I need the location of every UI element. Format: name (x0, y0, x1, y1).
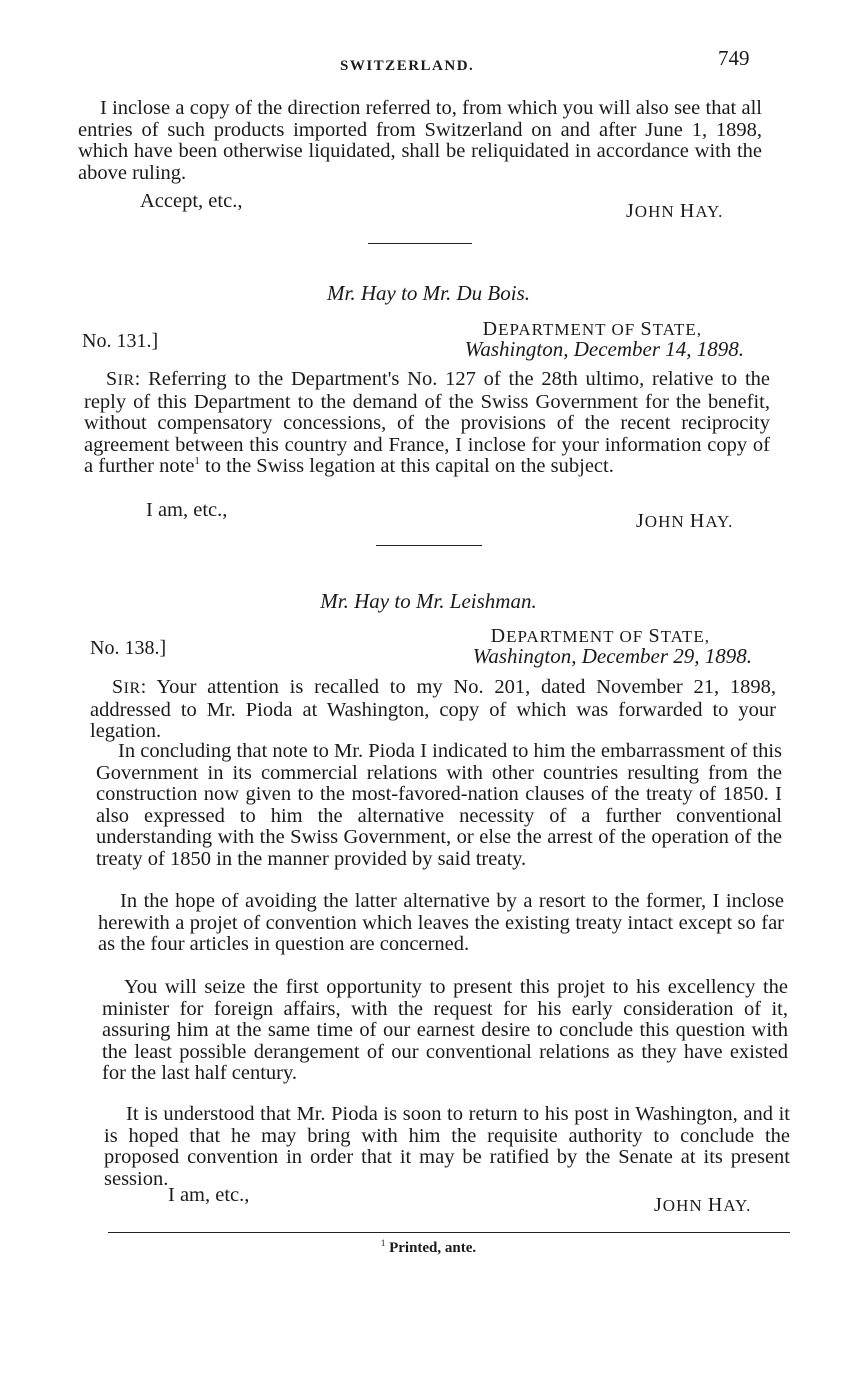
footnote-marker: 1 (380, 1238, 386, 1248)
letter1-department: DEPARTMENT OF STATE, (482, 318, 702, 340)
letter2-dateline: Washington, December 29, 1898. (472, 644, 752, 668)
intro-signature: JOHN HAY. (626, 200, 724, 222)
letter1-number: No. 131.] (82, 330, 159, 352)
letter1-dateline: Washington, December 14, 1898. (464, 337, 744, 361)
letter2-salutation: SIR (112, 676, 141, 698)
letter2-paragraph-2: In concluding that note to Mr. Pioda I indicated to him the embarrassment of this Government in its commercial relations with other countries resulting from the construction now given to the most-favored-nation clauses of the treaty of 1850. I also expressed to him the alternative necessity of a further conventional understanding with the Swiss Government, or else the arrest of the operation of the treaty of 1850 in the manner provided by said treaty. (96, 740, 782, 870)
letter1-signature: JOHN HAY. (636, 510, 734, 532)
letter2-heading: Mr. Hay to Mr. Leishman. (320, 589, 537, 613)
letter1-salutation: SIR (106, 368, 135, 390)
footnote-reference: 1 (194, 455, 200, 468)
footnote-rule (108, 1232, 790, 1233)
letter2-closing: I am, etc., (168, 1184, 250, 1206)
letter2-paragraph-1: SIR: Your attention is recalled to my No. 201, dated November 21, 1898, addressed to Mr. Pioda at Washington, copy of which was forwarded to your legation. (90, 676, 776, 743)
section-divider (376, 545, 482, 546)
letter1-heading: Mr. Hay to Mr. Du Bois. (327, 281, 530, 305)
letter1-body: SIR: Referring to the Department's No. 127 of the 28th ultimo, relative to the reply of this Department to the demand of the Swiss Government for the benefit, without compensatory concessions, of the provisions of the recent reciprocity agreement between this country and France, I inclose for your information copy of a further note$^1$ to the Swiss legation at this capital on the subject. (84, 368, 770, 478)
letter2-paragraph-3: In the hope of avoiding the latter alternative by a resort to the former, I inclose herewith a projet of convention which leaves the existing treaty intact except so far as the four articles in question are concerned. (98, 890, 784, 956)
letter2-signature: JOHN HAY. (654, 1194, 752, 1216)
letter2-paragraph-4: You will seize the first opportunity to present this projet to his excellency the minister for foreign affairs, with the request for his early consideration of it, assuring him at the same time of our earnest desire to conclude this question with the least possible derangement of our conventional relations as they have existed for the last half century. (102, 976, 788, 1085)
page-number: 749 (718, 46, 750, 70)
letter2-department: DEPARTMENT OF STATE, (490, 625, 710, 647)
letter2-number: No. 138.] (90, 637, 167, 659)
letter1-closing: I am, etc., (146, 499, 228, 521)
section-divider (368, 243, 472, 244)
footnote: $^1$ Printed, ante. (380, 1238, 477, 1256)
running-title: SWITZERLAND. (340, 58, 475, 74)
letter2-paragraph-5: It is understood that Mr. Pioda is soon to return to his post in Washington, and it is hoped that he may bring with him the requisite authority to conclude the proposed convention in order that it may be ratified by the Senate at its present session. (104, 1103, 790, 1190)
intro-closing: Accept, etc., (140, 190, 243, 212)
intro-paragraph: I inclose a copy of the direction referred to, from which you will also see that all entries of such products imported from Switzerland on and after June 1, 1898, which have been otherwise liquidated, shall be reliquidated in accordance with the above ruling. (78, 97, 762, 184)
